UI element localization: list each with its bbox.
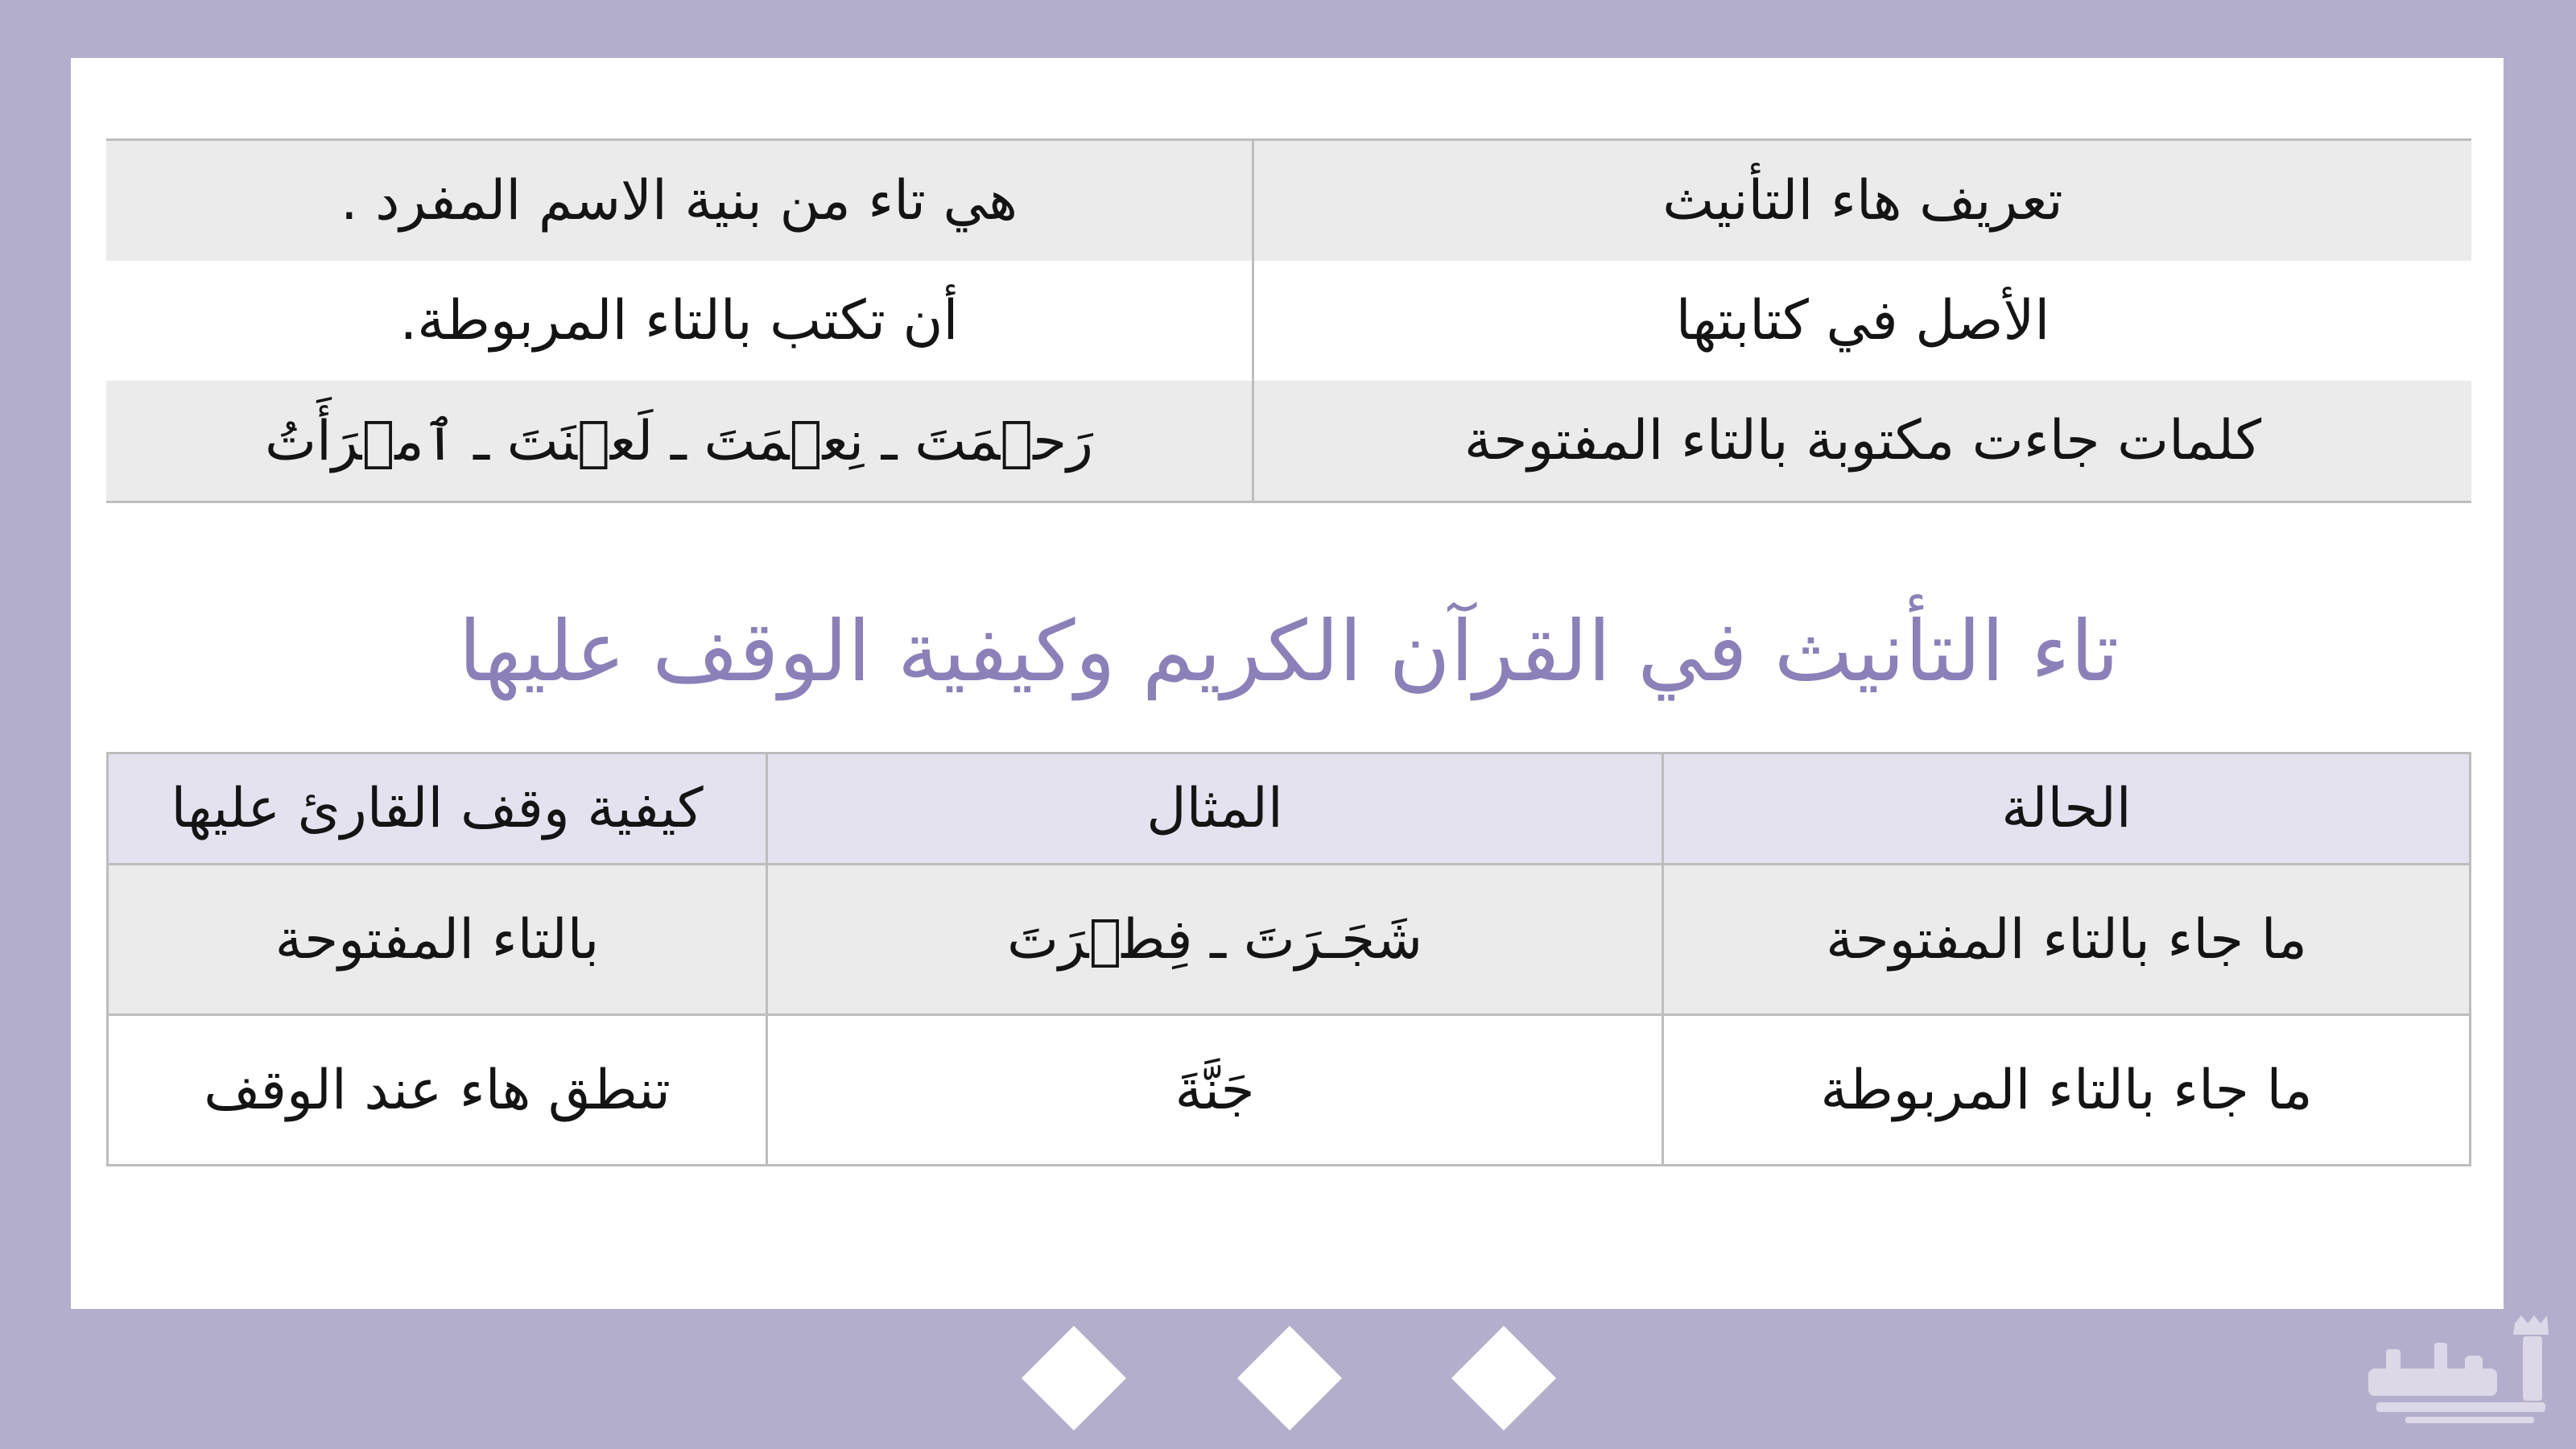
header-case: الحالة: [1663, 753, 2471, 865]
table-row: [106, 261, 2471, 381]
origin-label: الأصل في كتابتها: [1675, 289, 2050, 353]
nav-diamond-2[interactable]: [1237, 1326, 1342, 1430]
table-row: [106, 140, 2471, 262]
origin-value: أن تكتب بالتاء المربوطة.: [106, 261, 1253, 381]
definition-label: تعريف هاء التأنيث: [1253, 140, 2472, 262]
header-stop-method: كيفية وقف القارئ عليها: [108, 753, 767, 865]
example-cell: شَجَـرَتَ ـ فِطۡرَتَ: [767, 865, 1663, 1015]
table-header-row: [108, 753, 2471, 865]
stop-method-cell: بالتاء المفتوحة: [108, 865, 767, 1015]
open-ta-words-value: رَحۡمَتَ ـ نِعۡمَتَ ـ لَعۡنَتَ ـ ٱمۡرَأَتُ: [106, 381, 1253, 502]
table-row: [106, 381, 2471, 502]
cases-table: [106, 752, 2471, 1166]
open-ta-words-label: كلمات جاءت مكتوبة بالتاء المفتوحة: [1253, 381, 2472, 502]
stop-method-cell: تنطق هاء عند الوقف: [108, 1015, 767, 1166]
nav-diamond-3[interactable]: [1451, 1326, 1556, 1430]
brand-logo: [2357, 1311, 2558, 1447]
section-heading: تاء التأنيث في القرآن الكريم وكيفية الوقف عليها: [458, 602, 2120, 700]
definition-table: [106, 138, 2471, 503]
nav-diamond-1[interactable]: [1022, 1326, 1126, 1430]
case-cell: ما جاء بالتاء المربوطة: [1663, 1015, 2471, 1166]
table-row: [108, 865, 2471, 1015]
table-row: [108, 1015, 2471, 1166]
case-cell: ما جاء بالتاء المفتوحة: [1663, 865, 2471, 1015]
slide-card: [71, 58, 2504, 1309]
definition-value: هي تاء من بنية الاسم المفرد .: [106, 140, 1253, 262]
example-cell: جَنَّةَ: [767, 1015, 1663, 1166]
header-example: المثال: [767, 753, 1663, 865]
